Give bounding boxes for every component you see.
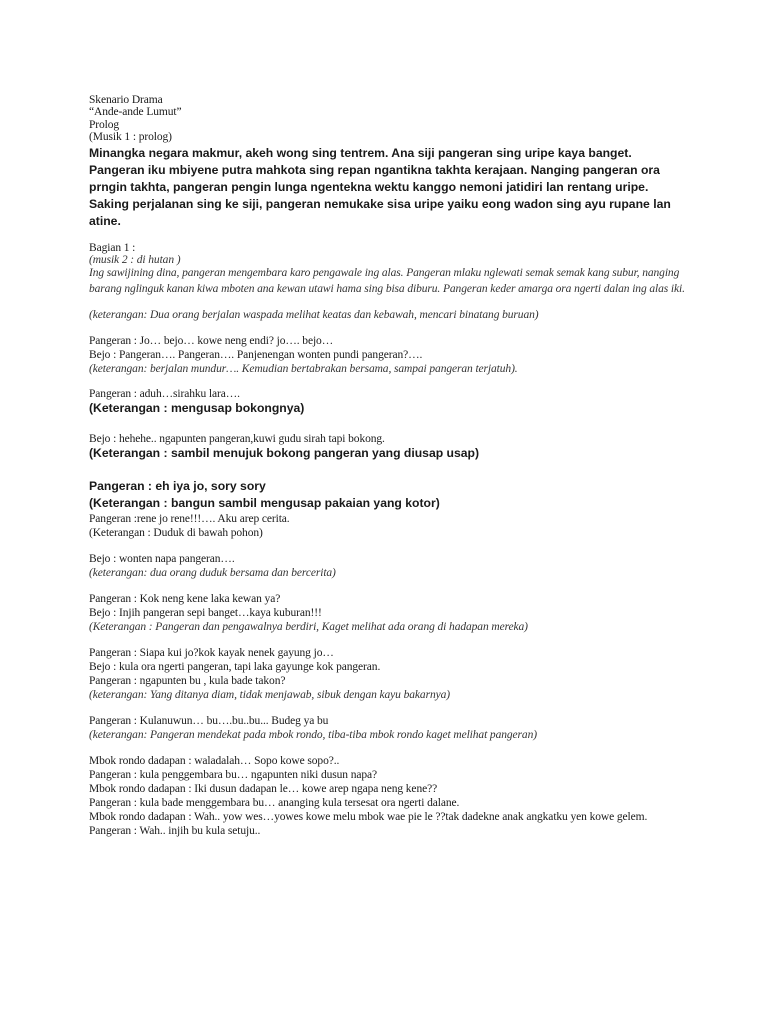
stage-direction: (Keterangan : Pangeran dan pengawalnya berdiri, Kaget melihat ada orang di hadapan mereka) — [89, 621, 528, 634]
dialog-line: Bejo : kula ora ngerti pangeran, tapi laka gayunge kok pangeran. — [89, 661, 381, 674]
dialog-line: Bejo : wonten napa pangeran…. — [89, 553, 235, 566]
dialog-line: Pangeran :rene jo rene!!!…. Aku arep cerita. — [89, 513, 290, 526]
dialog-line: Bejo : hehehe.. ngapunten pangeran,kuwi gudu sirah tapi bokong. — [89, 433, 385, 446]
stage-direction: (Keterangan : Duduk di bawah pohon) — [89, 527, 263, 540]
doc-title: Skenario Drama — [89, 94, 163, 106]
prolog-paragraph: Minangka negara makmur, akeh wong sing tentrem. Ana siji pangeran sing uripe kaya banget. Pangeran iku mbiyene putra mahkota sing repan ngantikna takhta kerajaan. Nanging pangeran ora prngin takhta, pangeran pengin lunga ngentekna wektu kanggo nemoni jatidiri lan rentang uripe. Saking perjalanan sing ke siji, pangeran nemukake sisa uripe yaiku eong wadon sing ayu rupane lan atine. — [89, 145, 671, 228]
dialog-line: Mbok rondo dadapan : waladalah… Sopo kowe sopo?.. — [89, 755, 340, 768]
stage-direction: (Keterangan : bangun sambil mengusap pakaian yang kotor) — [89, 496, 440, 511]
narration-paragraph: Ing sawijining dina, pangeran mengembara karo pengawale ing alas. Pangeran mlaku nglewati semak semak kang subur, nanging barang nglinguk kanan kiwa mboten ana kewan utawi hama sing bisa diburu. Pangeran keder amarga ora ngerti dalan ing alas iki. — [89, 267, 685, 295]
dialog-line: Pangeran : Wah.. injih bu kula setuju.. — [89, 825, 261, 838]
stage-direction: (Keterangan : sambil menujuk bokong pangeran yang diusap usap) — [89, 446, 480, 461]
dialog-line: Mbok rondo dadapan : Iki dusun dadapan le… kowe arep ngapa neng kene?? — [89, 783, 438, 796]
stage-direction: (keterangan: Dua orang berjalan waspada melihat keatas dan kebawah, mencari binatang buruan) — [89, 309, 539, 322]
dialog-line: Mbok rondo dadapan : Wah.. yow wes…yowes kowe melu mbok wae pie le ??tak dadekne anak angkatku yen kowe gelem. — [89, 811, 648, 824]
document-page — [89, 94, 689, 838]
stage-direction: (Keterangan : mengusap bokongnya) — [89, 401, 305, 416]
section-bagian-1: Bagian 1 : — [89, 241, 136, 254]
section-prolog: Prolog — [89, 118, 120, 131]
drama-title: “Ande-ande Lumut” — [89, 106, 182, 119]
stage-direction: (keterangan: dua orang duduk bersama dan bercerita) — [89, 567, 336, 580]
stage-direction: (keterangan: Yang ditanya diam, tidak menjawab, sibuk dengan kayu bakarnya) — [89, 689, 450, 702]
music-note-2: (musik 2 : di hutan ) — [89, 254, 181, 267]
stage-direction: (keterangan: berjalan mundur…. Kemudian bertabrakan bersama, sampai pangeran terjatuh). — [89, 362, 518, 375]
dialog-line: Pangeran : Kulanuwun… bu….bu..bu... Budeg ya bu — [89, 715, 329, 728]
dialog-line: Pangeran : kula bade menggembara bu… ananging kula tersesat ora ngerti dalane. — [89, 797, 460, 810]
dialog-line: Pangeran : kula penggembara bu… ngapunten niki dusun napa? — [89, 769, 378, 782]
stage-direction: (keterangan: Pangeran mendekat pada mbok rondo, tiba-tiba mbok rondo kaget melihat pangeran) — [89, 729, 537, 742]
dialog-line: Pangeran : eh iya jo, sory sory — [89, 479, 266, 494]
dialog-line: Bejo : Pangeran…. Pangeran…. Panjenengan wonten pundi pangeran?…. — [89, 348, 423, 361]
dialog-line: Pangeran : Siapa kui jo?kok kayak nenek gayung jo… — [89, 647, 334, 660]
music-note: (Musik 1 : prolog) — [89, 131, 172, 144]
dialog-line: Pangeran : ngapunten bu , kula bade takon? — [89, 675, 286, 688]
dialog-line: Pangeran : Kok neng kene laka kewan ya? — [89, 593, 281, 606]
dialog-line: Pangeran : Jo… bejo… kowe neng endi? jo…. bejo… — [89, 334, 334, 347]
dialog-line: Pangeran : aduh…sirahku lara…. — [89, 387, 240, 400]
dialog-line: Bejo : Injih pangeran sepi banget…kaya kuburan!!! — [89, 607, 322, 620]
